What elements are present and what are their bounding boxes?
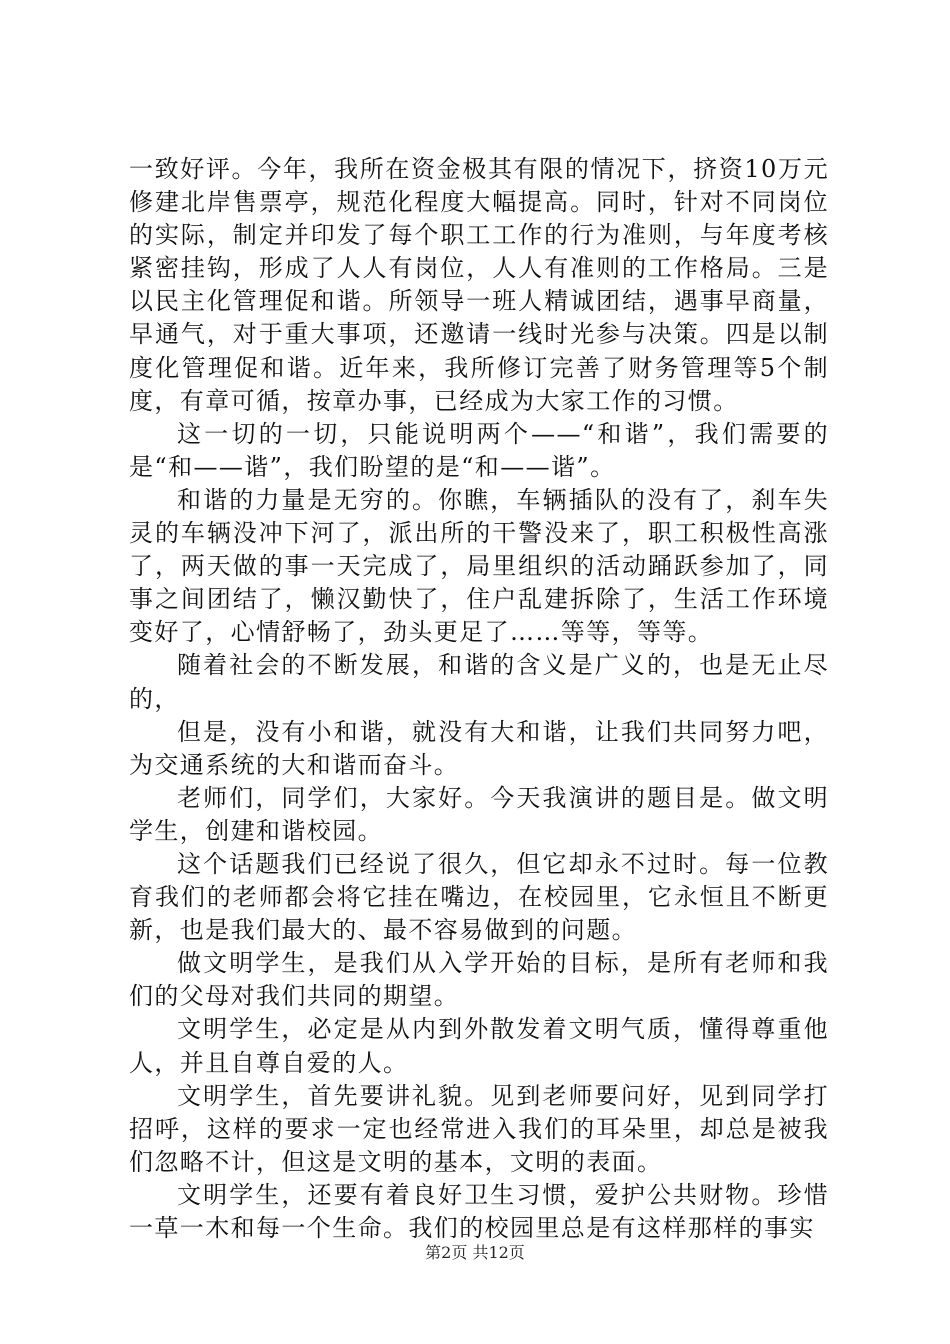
- document-body: [129, 153, 829, 1245]
- paragraph-continued: 一致好评。今年，我所在资金极其有限的情况下，挤资10万元修建北岸售票亭，规范化程度大幅提高。同时，针对不同岗位的实际，制定并印发了每个职工工作的行为准则，与年度考核紧密挂钩，形成了人人有岗位，人人有准则的工作格局。三是以民主化管理促和谐。所领导一班人精诚团结，遇事早商量，早通气，对于重大事项，还邀请一线时光参与决策。四是以制度化管理促和谐。近年来，我所修订完善了财务管理等5个制度，有章可循，按章办事，已经成为大家工作的习惯。: [129, 155, 829, 415]
- paragraph: 文明学生，还要有着良好卫生习惯，爱护公共财物。珍惜一草一木和每一个生命。我们的校园里总是有这样那样的事实: [129, 1180, 829, 1242]
- page-number-footer: 第2页 共12页: [425, 1243, 525, 1262]
- paragraph: 随着社会的不断发展，和谐的含义是广义的，也是无止尽的，: [129, 651, 829, 713]
- paragraph: 这一切的一切，只能说明两个——“和谐”，我们需要的是“和——谐”，我们盼望的是“和——谐”。: [129, 419, 829, 481]
- paragraph: 这个话题我们已经说了很久，但它却永不过时。每一位教育我们的老师都会将它挂在嘴边，在校园里，它永恒且不断更新，也是我们最大的、最不容易做到的问题。: [129, 849, 829, 945]
- paragraph: 和谐的力量是无穷的。你瞧，车辆插队的没有了，刹车失灵的车辆没冲下河了，派出所的干警没来了，职工积极性高涨了，两天做的事一天完成了，局里组织的活动踊跃参加了，同事之间团结了，懒汉勤快了，住户乱建拆除了，生活工作环境变好了，心情舒畅了，劲头更足了……等等，等等。: [129, 485, 829, 647]
- paragraph: 但是，没有小和谐，就没有大和谐，让我们共同努力吧，为交通系统的大和谐而奋斗。: [129, 717, 829, 779]
- paragraph: 做文明学生，是我们从入学开始的目标，是所有老师和我们的父母对我们共同的期望。: [129, 949, 829, 1011]
- paragraph: 文明学生，必定是从内到外散发着文明气质，懂得尊重他人，并且自尊自爱的人。: [129, 1015, 829, 1077]
- paragraph: 文明学生，首先要讲礼貌。见到老师要问好，见到同学打招呼，这样的要求一定也经常进入我们的耳朵里，却总是被我们忽略不计，但这是文明的基本，文明的表面。: [129, 1081, 829, 1176]
- paragraph: 老师们，同学们，大家好。今天我演讲的题目是。做文明学生，创建和谐校园。: [129, 783, 829, 845]
